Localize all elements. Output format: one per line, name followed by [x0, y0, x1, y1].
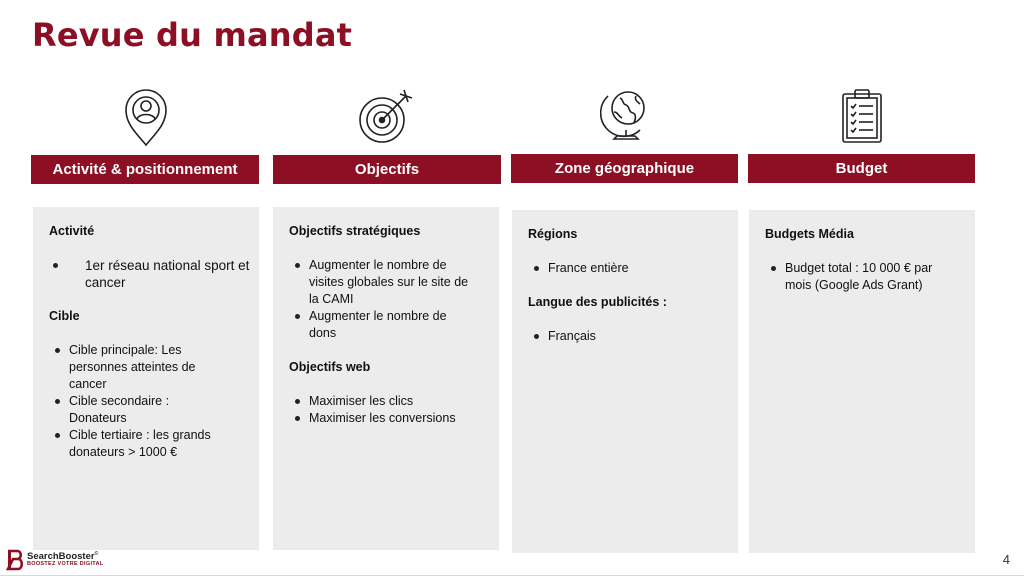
list-item: Cible tertiaire : les grands donateurs > 1000 € — [49, 427, 214, 461]
globe-icon — [600, 86, 652, 142]
section-heading: Objectifs stratégiques — [289, 224, 421, 238]
list-item: Augmenter le nombre de dons — [289, 308, 469, 342]
brand-name: SearchBooster — [27, 551, 95, 563]
searchbooster-logo-icon — [6, 549, 24, 571]
list-item: 1er réseau national sport et cancer — [49, 257, 259, 291]
list-item: Maximiser les clics — [289, 393, 479, 410]
list-item: Cible secondaire : Donateurs — [49, 393, 214, 427]
section-heading: Langue des publicités : — [528, 295, 667, 309]
section-heading: Objectifs web — [289, 360, 371, 374]
location-person-icon — [122, 88, 170, 148]
section-heading: Cible — [49, 309, 80, 323]
list-item: Augmenter le nombre de visites globales sur le site de la CAMI — [289, 257, 469, 308]
section-heading: Régions — [528, 227, 578, 241]
brand-mark: © — [94, 551, 99, 558]
brand-tagline: BOOSTEZ VOTRE DIGITAL — [27, 561, 104, 568]
card-budget — [749, 210, 975, 553]
header-zone: Zone géographique — [511, 154, 738, 183]
list-item: Maximiser les conversions — [289, 410, 479, 427]
slide-title: Revue du mandat — [32, 16, 353, 54]
header-objectifs: Objectifs — [273, 155, 501, 184]
list-item: Budget total : 10 000 € par mois (Google Ads Grant) — [765, 260, 945, 294]
target-arrow-icon — [356, 86, 416, 146]
bottom-divider — [0, 575, 1024, 576]
card-zone — [512, 210, 738, 553]
card-objectifs — [273, 207, 499, 550]
list-item: Cible principale: Les personnes atteintes de cancer — [49, 342, 214, 393]
card-activite — [33, 207, 259, 550]
list-item: Français — [528, 328, 738, 345]
footer-logo — [6, 549, 103, 571]
list-item: France entière — [528, 260, 738, 277]
section-heading: Activité — [49, 224, 95, 238]
section-heading: Budgets Média — [765, 227, 854, 241]
header-activite: Activité & positionnement — [31, 155, 259, 184]
header-budget: Budget — [748, 154, 975, 183]
page-number: 4 — [1002, 552, 1010, 567]
clipboard-checklist-icon — [840, 88, 884, 144]
